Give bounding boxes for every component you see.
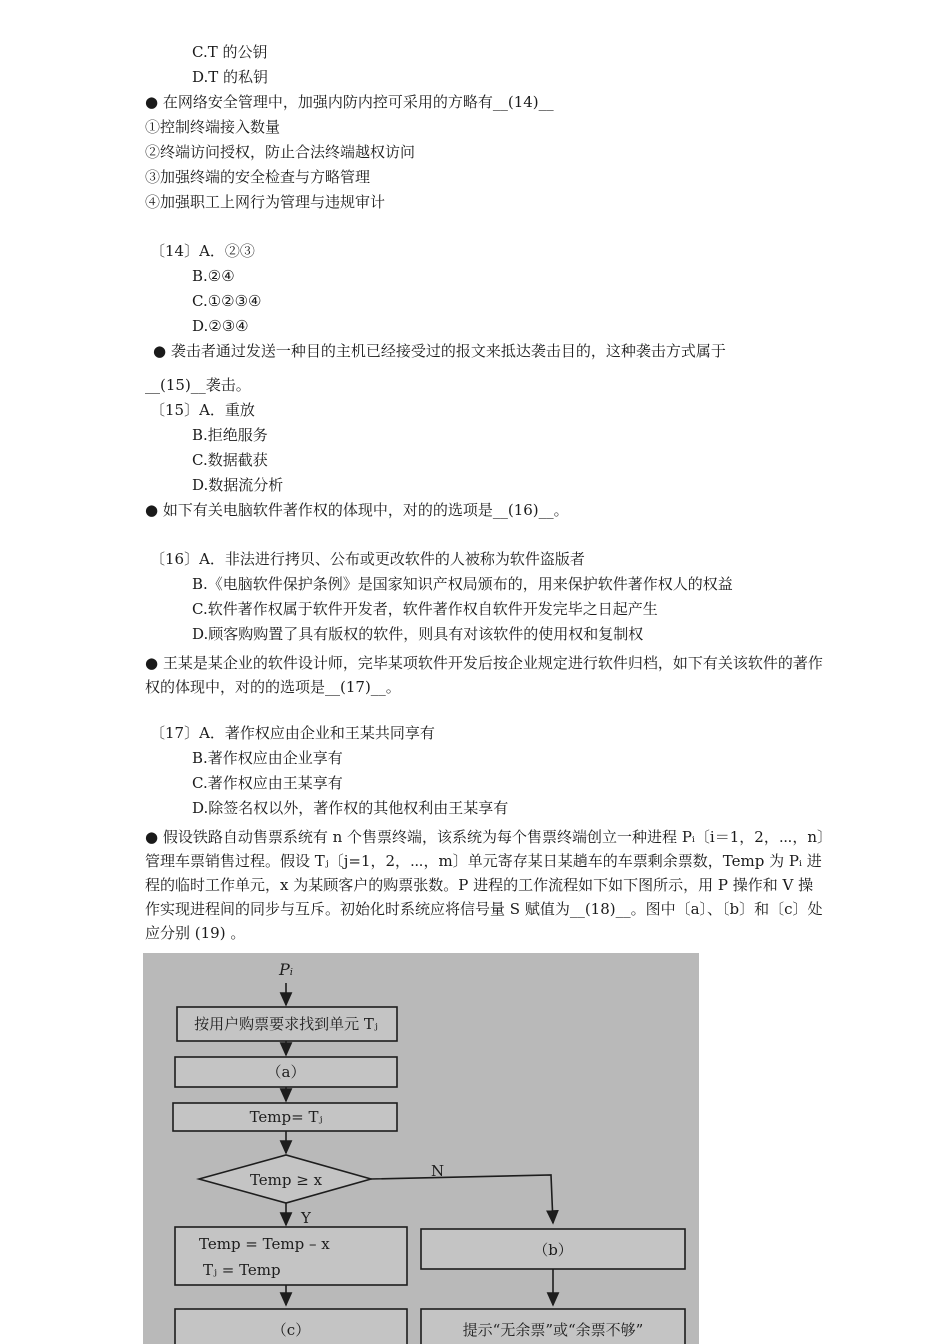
- option-line: B.《电脑软件保护条例》是国家知识产权局颁布的，用来保护软件著作权人的权益: [192, 575, 733, 593]
- flowchart-photo: [143, 953, 699, 1344]
- option-line: C.①②③④: [192, 292, 262, 310]
- branch-label-no: N: [431, 1162, 445, 1180]
- option-line: B.著作权应由企业享有: [192, 749, 343, 767]
- flowchart: [143, 953, 699, 1344]
- option-line: C.T 的公钥: [192, 43, 268, 61]
- node-label-a: （a）: [266, 1063, 306, 1081]
- node-label-c: （c）: [271, 1321, 311, 1339]
- option-line: C.数据截获: [192, 451, 268, 469]
- question-15: ● 袭击者通过发送一种目的主机已经接受过的报文来抵达袭击目的，这种袭击方式属于: [153, 342, 726, 360]
- question-18-19: ● 假设铁路自动售票系统有 n 个售票终端，该系统为每个售票终端创立一种进程 Pᵢ〔i＝1，2，⋯，n〕管理车票销售过程。假设 Tⱼ〔j=1，2，⋯，m〕单元寄存某日某趟车的车票剩余票数，Temp 为 Pᵢ 进程的临时工作单元，x 为某顾客户的购票张数。P 进程的工作流程如下如下图所示，用 P 操作和 V 操作实现进程间的同步与互斥。初始化时系统应将信号量 S 赋值为__(18)__。图中〔a〕、〔b〕和〔c〕处应分别 (19) 。: [145, 828, 825, 942]
- node-label-b: （b）: [533, 1241, 573, 1259]
- option-line: C.软件著作权属于软件开发者，软件著作权自软件开发完毕之日起产生: [192, 600, 658, 618]
- branch-label-yes: Y: [301, 1209, 311, 1227]
- option-line: D.除签名权以外，著作权的其他权利由王某享有: [192, 799, 509, 817]
- option-line: 〔17〕A．著作权应由企业和王某共同享有: [150, 724, 435, 742]
- option-line: B.②④: [192, 267, 235, 285]
- node-label-prompt: 提示“无余票”或“余票不够”: [462, 1321, 644, 1339]
- question-15-cont: __(15)__袭击。: [145, 376, 251, 394]
- option-line: B.拒绝服务: [192, 426, 268, 444]
- node-label-find-unit: 按用户购票要求找到单元 Tⱼ: [194, 1015, 378, 1033]
- option-line: 〔14〕A．②③: [150, 242, 255, 260]
- statement-line: ③加强终端的安全检查与方略管理: [145, 168, 371, 186]
- option-line: D.数据流分析: [192, 476, 284, 494]
- option-line: 〔15〕A．重放: [150, 401, 255, 419]
- question-14: ● 在网络安全管理中，加强内防内控可采用的方略有__(14)__: [145, 93, 554, 111]
- node-label-start: Pᵢ: [279, 960, 293, 979]
- decision-label: Temp ≥ x: [249, 1171, 323, 1189]
- statement-line: ④加强职工上网行为管理与违规审计: [145, 193, 386, 211]
- option-line: 〔16〕A．非法进行拷贝、公布或更改软件的人被称为软件盗版者: [150, 550, 585, 568]
- option-line: D.②③④: [192, 317, 249, 335]
- option-line: D.顾客购购置了具有版权的软件，则具有对该软件的使用权和复制权: [192, 625, 644, 643]
- node-label-update-2: Tⱼ = Temp: [203, 1261, 281, 1279]
- node-label-temp: Temp= Tⱼ: [249, 1108, 323, 1126]
- node-label-update-1: Temp = Temp – x: [199, 1235, 330, 1253]
- option-line: C.著作权应由王某享有: [192, 774, 343, 792]
- question-16: ● 如下有关电脑软件著作权的体现中，对的的选项是__(16)__。: [145, 501, 569, 519]
- statement-line: ②终端访问授权，防止合法终端越权访问: [145, 143, 416, 161]
- statement-line: ①控制终端接入数量: [145, 118, 281, 136]
- option-line: D.T 的私钥: [192, 68, 269, 86]
- question-17: ● 王某是某企业的软件设计师，完毕某项软件开发后按企业规定进行软件归档，如下有关该软件的著作权的体现中，对的的选项是__(17)__。: [145, 654, 823, 696]
